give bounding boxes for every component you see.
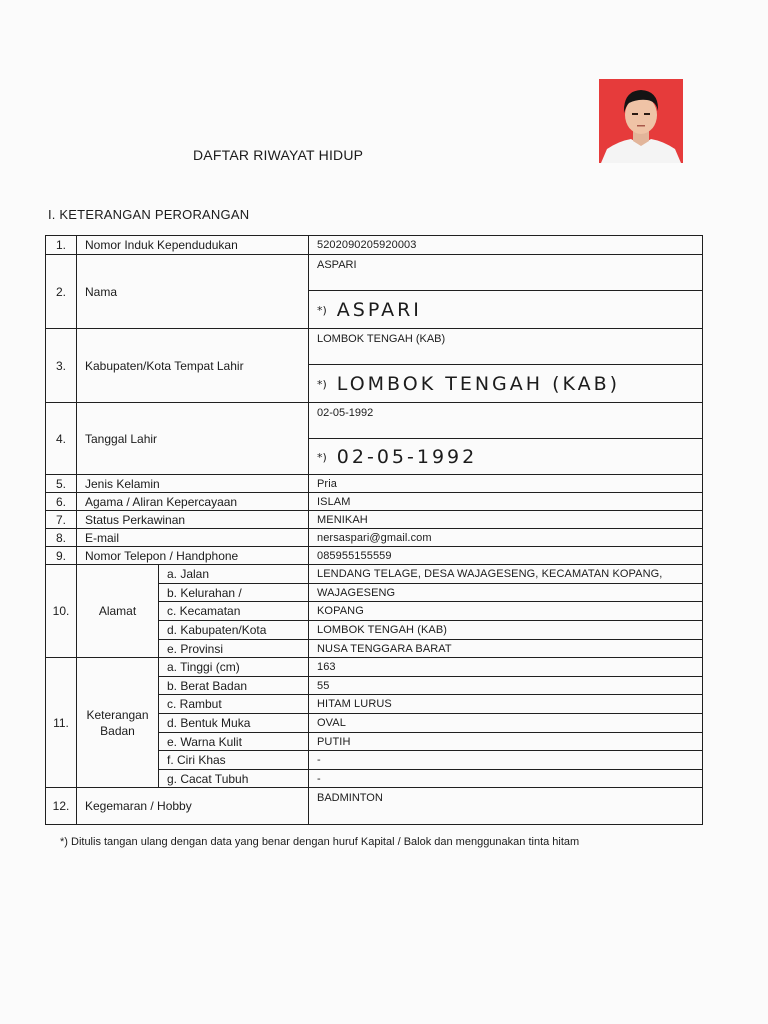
field-label: Agama / Aliran Kepercayaan — [77, 493, 309, 511]
field-value: NUSA TENGGARA BARAT — [309, 640, 703, 658]
handwritten-value: 02-05-1992 — [336, 445, 478, 468]
row-number: 5. — [46, 475, 77, 493]
handwritten-field — [309, 291, 703, 329]
field-value: - — [309, 751, 703, 770]
field-value: 55 — [309, 677, 703, 695]
field-label — [77, 658, 159, 788]
row-number: 10. — [46, 565, 77, 658]
table-row — [46, 547, 703, 565]
table-row — [46, 529, 703, 547]
row-number: 6. — [46, 493, 77, 511]
section-heading: I. KETERANGAN PERORANGAN — [48, 207, 250, 222]
table-row — [46, 788, 703, 825]
profile-photo — [599, 79, 683, 163]
table-row — [46, 475, 703, 493]
field-label: Nama — [77, 255, 309, 329]
sub-field-label: b. Kelurahan / — [159, 584, 309, 602]
sub-field-label: f. Ciri Khas — [159, 751, 309, 770]
sub-field-label: e. Provinsi — [159, 640, 309, 658]
table-row — [46, 658, 703, 677]
table-row — [46, 403, 703, 439]
field-value: BADMINTON — [309, 788, 703, 825]
field-label: Kegemaran / Hobby — [77, 788, 309, 825]
field-value: nersaspari@gmail.com — [309, 529, 703, 547]
field-label: Tanggal Lahir — [77, 403, 309, 475]
sub-field-label: d. Kabupaten/Kota — [159, 621, 309, 640]
handwritten-field — [309, 439, 703, 475]
field-label: Alamat — [77, 565, 159, 658]
document-title: DAFTAR RIWAYAT HIDUP — [193, 147, 364, 163]
asterisk-mark: *) — [317, 450, 327, 464]
field-value: 085955155559 — [309, 547, 703, 565]
row-number: 12. — [46, 788, 77, 825]
field-value: OVAL — [309, 714, 703, 733]
field-value: 5202090205920003 — [309, 236, 703, 255]
field-value: LENDANG TELAGE, DESA WAJAGESENG, KECAMATAN KOPANG, — [309, 565, 703, 584]
field-value: PUTIH — [309, 733, 703, 751]
row-number: 3. — [46, 329, 77, 403]
field-value: 163 — [309, 658, 703, 677]
handwritten-value: ASPARI — [336, 298, 422, 321]
table-row — [46, 255, 703, 291]
row-number: 9. — [46, 547, 77, 565]
row-number: 7. — [46, 511, 77, 529]
field-label-line: Badan — [100, 723, 135, 738]
asterisk-mark: *) — [317, 303, 327, 317]
sub-field-label: c. Kecamatan — [159, 602, 309, 621]
field-label: Kabupaten/Kota Tempat Lahir — [77, 329, 309, 403]
field-value: ISLAM — [309, 493, 703, 511]
field-value: KOPANG — [309, 602, 703, 621]
row-number: 11. — [46, 658, 77, 788]
table-row — [46, 493, 703, 511]
handwritten-value: LOMBOK TENGAH (KAB) — [336, 372, 621, 395]
table-row — [46, 329, 703, 365]
field-value: WAJAGESENG — [309, 584, 703, 602]
table-row — [46, 511, 703, 529]
row-number: 8. — [46, 529, 77, 547]
footnote: *) Ditulis tangan ulang dengan data yang benar dengan huruf Kapital / Balok dan menggunakan tinta hitam — [60, 836, 580, 848]
field-value: LOMBOK TENGAH (KAB) — [309, 329, 703, 365]
table-row — [46, 565, 703, 584]
field-value: ASPARI — [309, 255, 703, 291]
field-label-line: Keterangan — [86, 707, 149, 722]
field-label: Nomor Telepon / Handphone — [77, 547, 309, 565]
field-label: Nomor Induk Kependudukan — [77, 236, 309, 255]
sub-field-label: g. Cacat Tubuh — [159, 770, 309, 788]
sub-field-label: e. Warna Kulit — [159, 733, 309, 751]
field-value: MENIKAH — [309, 511, 703, 529]
field-value: Pria — [309, 475, 703, 493]
person-portrait-icon — [599, 79, 683, 163]
sub-field-label: b. Berat Badan — [159, 677, 309, 695]
field-value: - — [309, 770, 703, 788]
field-label: Jenis Kelamin — [77, 475, 309, 493]
sub-field-label: a. Tinggi (cm) — [159, 658, 309, 677]
row-number: 1. — [46, 236, 77, 255]
sub-field-label: a. Jalan — [159, 565, 309, 584]
row-number: 2. — [46, 255, 77, 329]
sub-field-label: d. Bentuk Muka — [159, 714, 309, 733]
field-value: HITAM LURUS — [309, 695, 703, 714]
row-number: 4. — [46, 403, 77, 475]
field-label: Status Perkawinan — [77, 511, 309, 529]
field-label: E-mail — [77, 529, 309, 547]
field-value: 02-05-1992 — [309, 403, 703, 439]
asterisk-mark: *) — [317, 377, 327, 391]
table-row — [46, 236, 703, 255]
personal-info-table — [45, 235, 703, 825]
sub-field-label: c. Rambut — [159, 695, 309, 714]
field-value: LOMBOK TENGAH (KAB) — [309, 621, 703, 640]
handwritten-field — [309, 365, 703, 403]
